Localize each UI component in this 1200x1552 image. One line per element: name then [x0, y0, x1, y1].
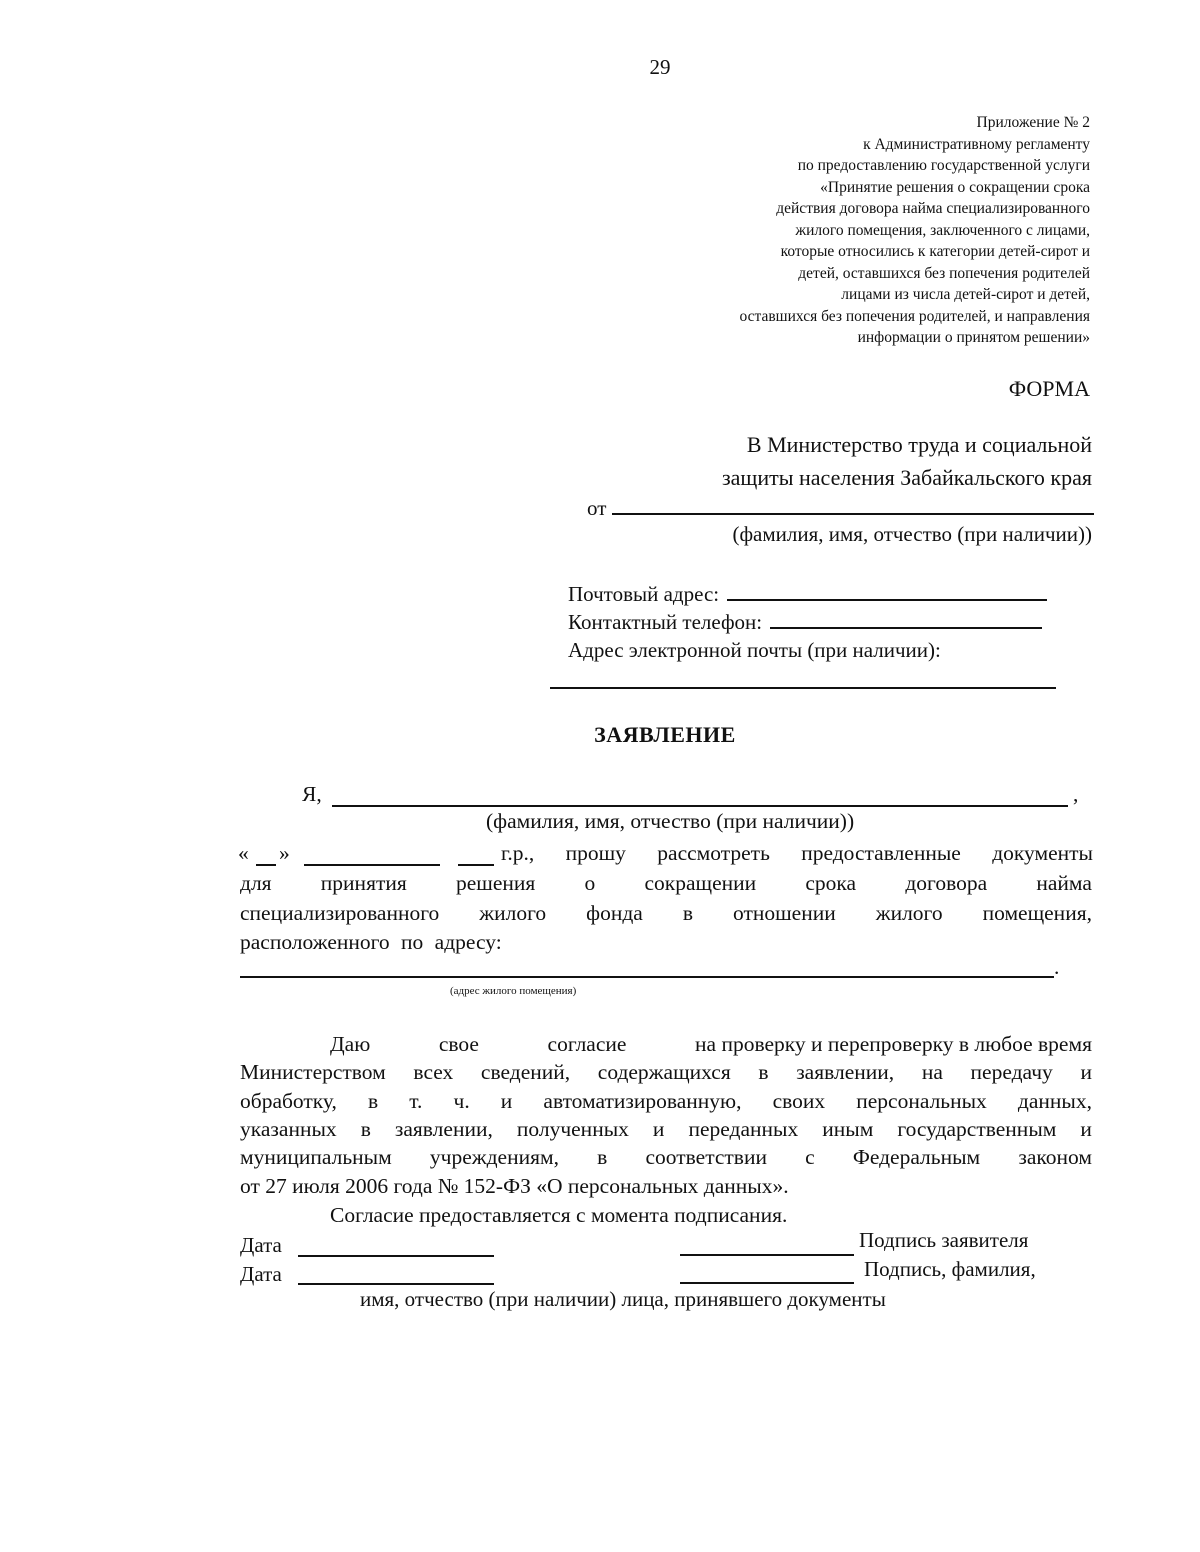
consent-line: Даю свое согласие на проверку и перепроверку в любое время — [330, 1032, 1092, 1056]
from-label: от — [587, 496, 607, 520]
official-signature-label: Подпись, фамилия, — [864, 1257, 1036, 1281]
dob-quote-close: » — [279, 841, 290, 865]
appendix-line: детей, оставшихся без попечения родителей — [798, 264, 1090, 282]
recipient-block — [722, 428, 1092, 494]
consent-line: Министерством всех сведений, содержащихся в заявлении, на передачу и — [240, 1060, 1092, 1084]
consent-line: указанных в заявлении, полученных и переданных иным государственным и — [240, 1117, 1092, 1141]
dob-suffix: г.р., прошу рассмотреть предоставленные документы — [501, 841, 1093, 865]
appendix-line: которые относились к категории детей-сирот и — [780, 243, 1090, 260]
official-signature-caption: имя, отчество (при наличии) лица, принявшего документы — [360, 1287, 886, 1311]
ya-label: Я, — [302, 782, 322, 806]
dob-month-field[interactable] — [304, 864, 440, 866]
consent-line: обработку, в т. ч. и автоматизированную, своих персональных данных, — [240, 1089, 1092, 1113]
consent-line: муниципальным учреждениям, в соответствии с Федеральным законом — [240, 1145, 1092, 1169]
form-label: ФОРМА — [1008, 376, 1090, 401]
dob-quote-open: « — [238, 841, 249, 865]
applicant-signature-field[interactable] — [680, 1254, 854, 1256]
consent-note: Согласие предоставляется с момента подписания. — [330, 1203, 788, 1227]
fio-comma: , — [1073, 782, 1079, 806]
official-date-field[interactable] — [298, 1283, 494, 1285]
phone-row — [568, 610, 1042, 635]
applicant-signature-label: Подпись заявителя — [859, 1228, 1029, 1252]
date-label: Дата — [240, 1233, 282, 1257]
statement-line: для принятия решения о сокращении срока договора найма — [240, 871, 1092, 895]
from-fio-field[interactable] — [612, 513, 1094, 515]
address-caption: (адрес жилого помещения) — [450, 985, 577, 997]
page-number: 29 — [649, 55, 671, 79]
appendix-line: по предоставлению государственной услуги — [797, 157, 1090, 174]
address-field[interactable] — [240, 976, 1054, 978]
address-period: . — [1054, 955, 1060, 979]
postal-address-label: Почтовый адрес: — [568, 582, 720, 606]
appendix-line: оставшихся без попечения родителей, и направления — [739, 307, 1090, 325]
appendix-line: Приложение № 2 — [976, 114, 1090, 131]
applicant-date-field[interactable] — [298, 1255, 494, 1257]
statement-title: ЗАЯВЛЕНИЕ — [594, 722, 736, 747]
appendix-line: лицами из числа детей-сирот и детей, — [841, 286, 1090, 303]
email-label: Адрес электронной почты (при наличии): — [568, 638, 941, 662]
recipient-line: защиты населения Забайкальского края — [721, 465, 1092, 490]
from-fio-caption: (фамилия, имя, отчество (при наличии)) — [732, 522, 1092, 546]
email-row — [568, 638, 941, 663]
dob-day-field[interactable] — [256, 864, 276, 866]
official-signature-field[interactable] — [680, 1282, 854, 1284]
recipient-line: В Министерство труда и социальной — [746, 432, 1092, 457]
date-label: Дата — [240, 1262, 282, 1286]
statement-line: специализированного жилого фонда в отношении жилого помещения, — [240, 901, 1092, 925]
appendix-header — [570, 112, 1090, 349]
phone-label: Контактный телефон: — [568, 610, 763, 634]
appendix-line: жилого помещения, заключенного с лицами, — [795, 221, 1090, 239]
postal-address-row — [568, 582, 1047, 607]
from-row — [587, 496, 1094, 521]
appendix-line: информации о принятом решении» — [857, 329, 1090, 346]
applicant-fio-field[interactable] — [332, 805, 1068, 807]
appendix-line: к Административному регламенту — [863, 135, 1090, 153]
applicant-fio-caption: (фамилия, имя, отчество (при наличии)) — [486, 809, 855, 833]
email-field[interactable] — [550, 687, 1056, 689]
postal-address-field[interactable] — [727, 599, 1047, 601]
appendix-line: действия договора найма специализированного — [776, 200, 1090, 217]
statement-line: расположенного по адресу: — [240, 930, 502, 954]
dob-year-field[interactable] — [458, 864, 494, 866]
consent-line: от 27 июля 2006 года № 152-ФЗ «О персональных данных». — [240, 1174, 789, 1198]
appendix-line: «Принятие решения о сокращении срока — [820, 178, 1090, 196]
phone-field[interactable] — [770, 627, 1042, 629]
